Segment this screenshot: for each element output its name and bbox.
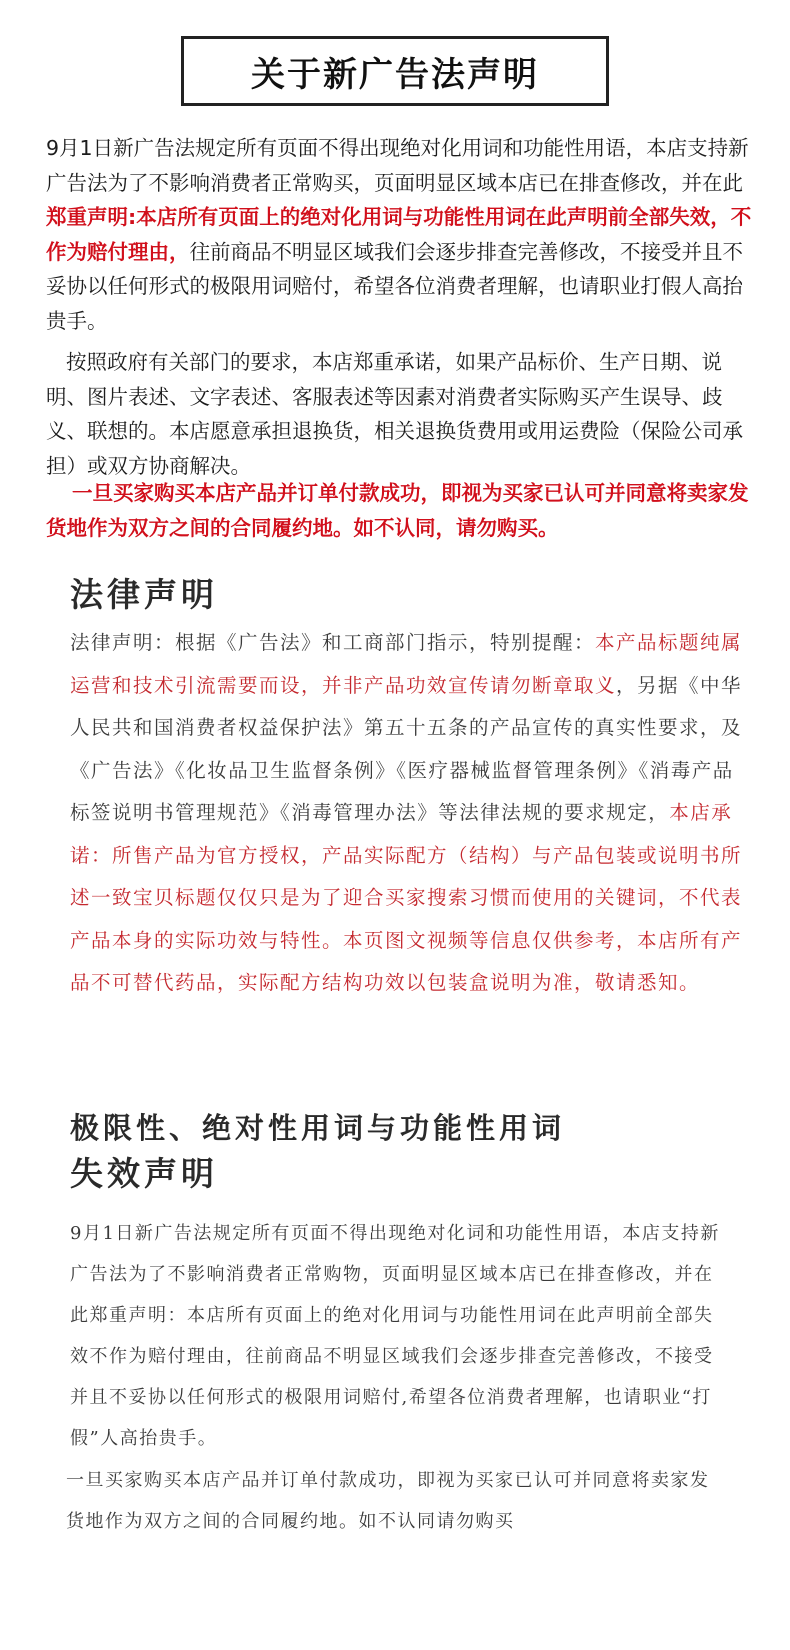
legal-text-1: 法律声明：根据《广告法》和工商部门指示，特别提醒： <box>70 631 596 654</box>
page-title: 关于新广告法声明 <box>251 54 539 95</box>
notice-p3-red-text: 一旦买家购买本店产品并订单付款成功，即视为买家已认可并同意将卖家发货地作为双方之间的合同履约地。如不认同，请勿购买。 <box>46 481 749 540</box>
limit-p2-text: 一旦买家购买本店产品并订单付款成功，即视为买家已认可并同意将卖家发货地作为双方之间的合同履约地。如不认同请勿购买 <box>66 1470 710 1532</box>
limit-paragraph-1 <box>70 1213 720 1459</box>
notice-p1-text-a: 9月1日新广告法规定所有页面不得出现绝对化用词和功能性用语，本店支持新广告法为了不影响消费者正常购买，页面明显区域本店已在排查修改，并在此 <box>46 136 749 195</box>
notice-p2-text: 按照政府有关部门的要求，本店郑重承诺，如果产品标价、生产日期、说明、图片表述、文字表述、客服表述等因素对消费者实际购买产生误导、歧义、联想的。本店愿意承担退换货，相关退换货费用或用运费险（保险公司承担）或双方协商解决。 <box>46 350 743 478</box>
notice-paragraph-2 <box>46 345 752 483</box>
notice-paragraph-1 <box>46 131 752 338</box>
limit-heading-line-2: 失效声明 <box>70 1154 218 1193</box>
bottom-fade <box>0 1560 790 1650</box>
notice-p1-text-b: 往前商品不明显区域我们会逐步排查完善修改，不接受并且不妥协以任何形式的极限用词赔付，希望各位消费者理解，也请职业打假人高抬贵手。 <box>46 239 743 333</box>
legal-heading: 法律声明 <box>70 575 218 614</box>
legal-red-text-1: 本产品标题纯属运营和技术引流需要而设，并非产品功效宣传请勿断章取义 <box>70 631 743 697</box>
notice-paragraph-3 <box>46 476 752 545</box>
legal-red-text-2: 本店承诺：所售产品为官方授权，产品实际配方（结构）与产品包装或说明书所述一致宝贝标题仅仅只是为了迎合买家搜索习惯而使用的关键词，不代表产品本身的实际功效与特性。本页图文视频等信息仅供参考，本店所有产品不可替代药品，实际配方结构功效以包装盒说明为准，敬请悉知。 <box>70 801 743 994</box>
limit-p1-text: 9月1日新广告法规定所有页面不得出现绝对化词和功能性用语，本店支持新广告法为了不影响消费者正常购物，页面明显区域本店已在排查修改，并在此郑重声明：本店所有页面上的绝对化用词与功能性用词在此声明前全部失效不作为赔付理由，往前商品不明显区域我们会逐步排查完善修改，不接受并且不妥协以任何形式的极限用词赔付,希望各位消费者理解，也请职业“打假”人高抬贵手。 <box>70 1223 720 1449</box>
title-box <box>181 36 609 106</box>
limit-heading-line-1: 极限性、绝对性用词与功能性用词 <box>70 1111 566 1145</box>
legal-paragraph <box>70 622 750 1005</box>
legal-text-2: ，另据《中华人民共和国消费者权益保护法》第五十五条的产品宣传的真实性要求，及《广告法》《化妆品卫生监督条例》《医疗器械监督管理条例》《消毒产品标签说明书管理规范》《消毒管理办法》等法律法规的要求规定， <box>70 673 743 824</box>
notice-p1-red-statement: 郑重声明:本店所有页面上的绝对化用词与功能性用词在此声明前全部失效，不作为赔付理由， <box>46 205 752 264</box>
limit-paragraph-2 <box>66 1460 726 1542</box>
